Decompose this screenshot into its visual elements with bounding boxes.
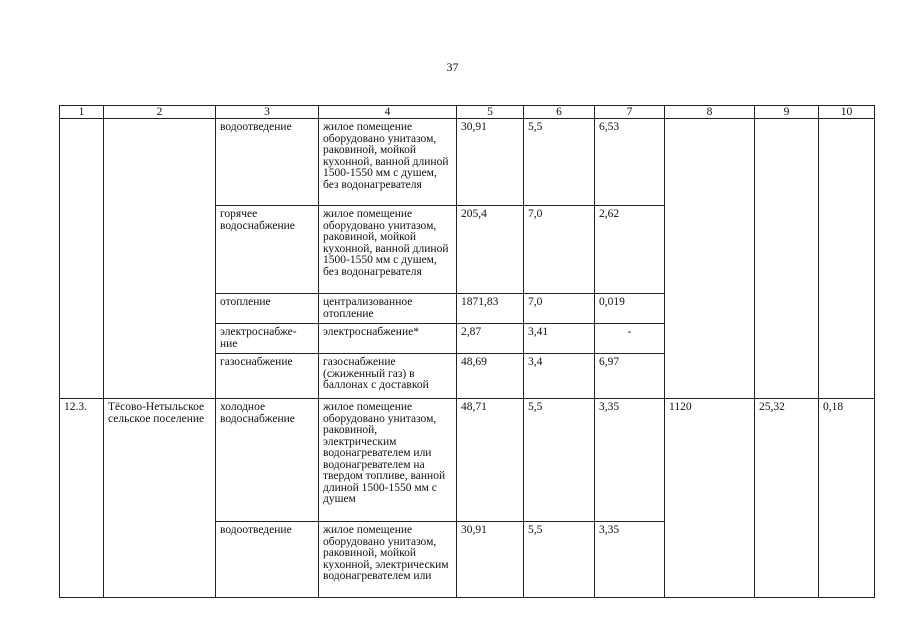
condition-cell: газоснабжение (сжиженный газ) в баллонах с доставкой <box>319 354 457 399</box>
condition-text: жилое помещение оборудовано унитазом, раковиной, мойкой кухонной, электрическим водонагревателем или <box>323 525 449 582</box>
settlement-cell: Тёсово-Нетыльское сельское поселение <box>104 399 216 598</box>
tariff-table <box>59 105 875 598</box>
value-cell: 5,5 <box>524 522 595 598</box>
header-cell: 9 <box>755 106 819 119</box>
col8-cell: 1120 <box>665 399 755 598</box>
value-cell: 48,71 <box>457 399 524 522</box>
header-cell: 8 <box>665 106 755 119</box>
value-cell: 30,91 <box>457 522 524 598</box>
value-cell: - <box>595 324 665 354</box>
service-cell: электроснабже-ние <box>216 324 319 354</box>
col10-cell <box>819 119 875 399</box>
value-cell: 5,5 <box>524 399 595 522</box>
table-row <box>60 119 875 206</box>
value-cell: 205,4 <box>457 206 524 294</box>
service-cell: холодное водоснабжение <box>216 399 319 522</box>
header-cell: 4 <box>319 106 457 119</box>
value-cell: 3,35 <box>595 522 665 598</box>
condition-cell <box>319 522 457 598</box>
header-cell: 5 <box>457 106 524 119</box>
condition-cell: жилое помещение оборудовано унитазом, раковиной, мойкой кухонной, ванной длиной 1500-1550 мм с душем, без водонагревателя <box>319 206 457 294</box>
header-cell: 3 <box>216 106 319 119</box>
service-cell: газоснабжение <box>216 354 319 399</box>
service-cell: горячее водоснабжение <box>216 206 319 294</box>
page-number: 37 <box>446 60 459 74</box>
value-cell: 2,87 <box>457 324 524 354</box>
value-cell: 0,019 <box>595 294 665 324</box>
value-cell: 1871,83 <box>457 294 524 324</box>
service-cell: водоотведение <box>216 119 319 206</box>
settlement-cell <box>104 119 216 399</box>
col9-cell <box>755 119 819 399</box>
header-row <box>60 106 875 119</box>
header-cell: 7 <box>595 106 665 119</box>
value-cell: 5,5 <box>524 119 595 206</box>
value-cell: 6,97 <box>595 354 665 399</box>
header-cell: 1 <box>60 106 104 119</box>
col8-cell <box>665 119 755 399</box>
col9-cell: 25,32 <box>755 399 819 598</box>
header-cell: 2 <box>104 106 216 119</box>
value-cell: 3,4 <box>524 354 595 399</box>
value-cell: 7,0 <box>524 206 595 294</box>
value-cell: 48,69 <box>457 354 524 399</box>
service-cell: отопление <box>216 294 319 324</box>
header-cell: 10 <box>819 106 875 119</box>
value-cell: 7,0 <box>524 294 595 324</box>
value-cell: 3,35 <box>595 399 665 522</box>
num-cell: 12.3. <box>60 399 104 598</box>
value-cell: 3,41 <box>524 324 595 354</box>
value-cell: 2,62 <box>595 206 665 294</box>
service-cell: водоотведение <box>216 522 319 598</box>
condition-cell: жилое помещение оборудовано унитазом, раковиной, электрическим водонагревателем или водонагревателем на твердом топливе, ванной длиной 1500-1550 мм с душем <box>319 399 457 522</box>
table-row <box>60 399 875 522</box>
condition-cell: электроснабжение* <box>319 324 457 354</box>
condition-cell: жилое помещение оборудовано унитазом, раковиной, мойкой кухонной, ванной длиной 1500-1550 мм с душем, без водонагревателя <box>319 119 457 206</box>
condition-cell: централизованное отопление <box>319 294 457 324</box>
col10-cell: 0,18 <box>819 399 875 598</box>
value-cell: 6,53 <box>595 119 665 206</box>
num-cell <box>60 119 104 399</box>
header-cell: 6 <box>524 106 595 119</box>
value-cell: 30,91 <box>457 119 524 206</box>
